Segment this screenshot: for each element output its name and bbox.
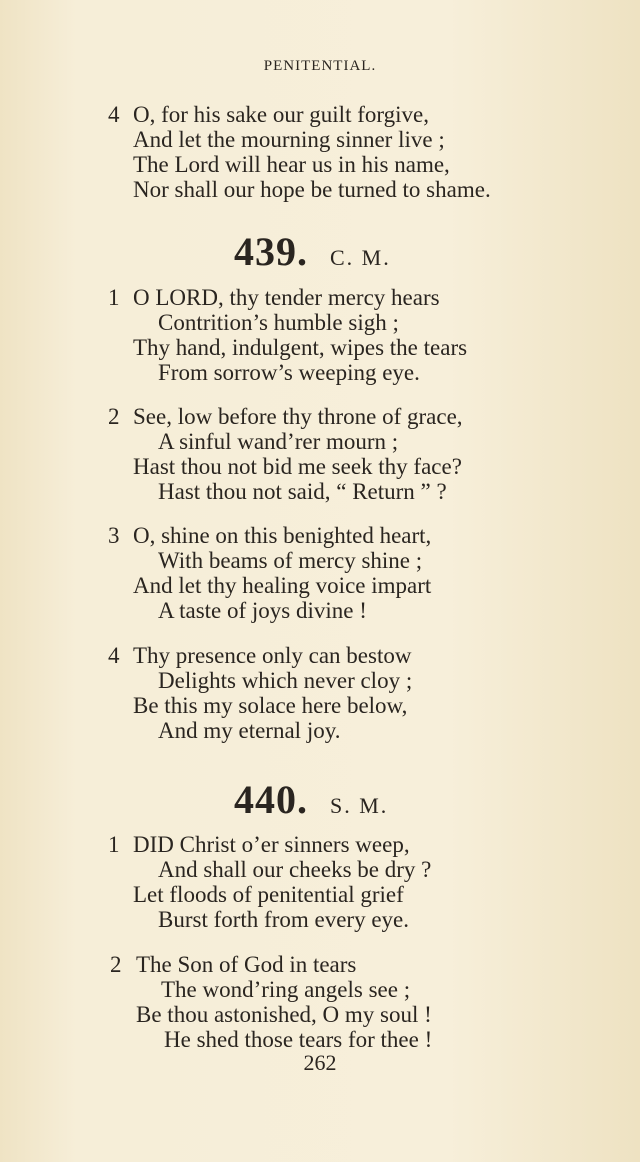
verse-line: Be this my solace here below,: [133, 693, 408, 718]
verse-line: Hast thou not bid me seek thy face?: [133, 454, 462, 479]
verse-line: Contrition’s humble sigh ;: [158, 310, 399, 335]
hymn-heading: [234, 229, 391, 274]
verse-line: Thy presence only can bestow: [133, 643, 412, 668]
verse-line: Thy hand, indulgent, wipes the tears: [133, 335, 468, 360]
running-head: PENITENTIAL.: [263, 58, 377, 74]
hymn-number: 440.: [234, 777, 308, 822]
verse-line: O, for his sake our guilt forgive,: [133, 102, 429, 127]
hymn-heading: [234, 777, 389, 822]
verse-line: O LORD, thy tender mercy hears: [133, 285, 440, 310]
verse-line: The Son of God in tears: [136, 952, 357, 977]
stanza-number: 4: [108, 643, 120, 668]
stanza-number: 1: [108, 832, 120, 857]
verse-line: O, shine on this benighted heart,: [133, 523, 432, 548]
verse-line: A taste of joys divine !: [158, 598, 367, 623]
verse-line: Burst forth from every eye.: [158, 907, 410, 932]
stanza-number: 1: [108, 285, 120, 310]
hymn-meter: S. M.: [330, 793, 389, 818]
hymn-number: 439.: [234, 229, 308, 274]
verse-line: From sorrow’s weeping eye.: [158, 360, 420, 385]
verse-line: And shall our cheeks be dry ?: [158, 857, 432, 882]
verse-line: And my eternal joy.: [158, 718, 341, 743]
stanza-number: 2: [110, 952, 122, 977]
stanza-number: 2: [108, 404, 120, 429]
verse-line: The Lord will hear us in his name,: [133, 152, 450, 177]
verse-line: With beams of mercy shine ;: [158, 548, 423, 573]
verse-line: DID Christ o’er sinners weep,: [133, 832, 410, 857]
verse-line: See, low before thy throne of grace,: [133, 404, 463, 429]
stanza-number: 3: [108, 523, 120, 548]
verse-line: Nor shall our hope be turned to shame.: [133, 177, 491, 202]
stanza-number: 4: [108, 102, 120, 127]
verse-line: Hast thou not said, “ Return ” ?: [158, 479, 447, 504]
hymn-meter: C. M.: [330, 245, 391, 270]
verse-line: Let floods of penitential grief: [133, 882, 404, 907]
verse-line: The wond’ring angels see ;: [161, 977, 411, 1002]
verse-line: And let thy healing voice impart: [133, 573, 432, 598]
verse-line: Delights which never cloy ;: [158, 668, 413, 693]
verse-line: Be thou astonished, O my soul !: [136, 1002, 432, 1027]
verse-line: A sinful wand’rer mourn ;: [158, 429, 399, 454]
verse-line: And let the mourning sinner live ;: [133, 127, 445, 152]
verse-line: He shed those tears for thee !: [164, 1027, 433, 1052]
page-number: 262: [303, 1050, 337, 1075]
